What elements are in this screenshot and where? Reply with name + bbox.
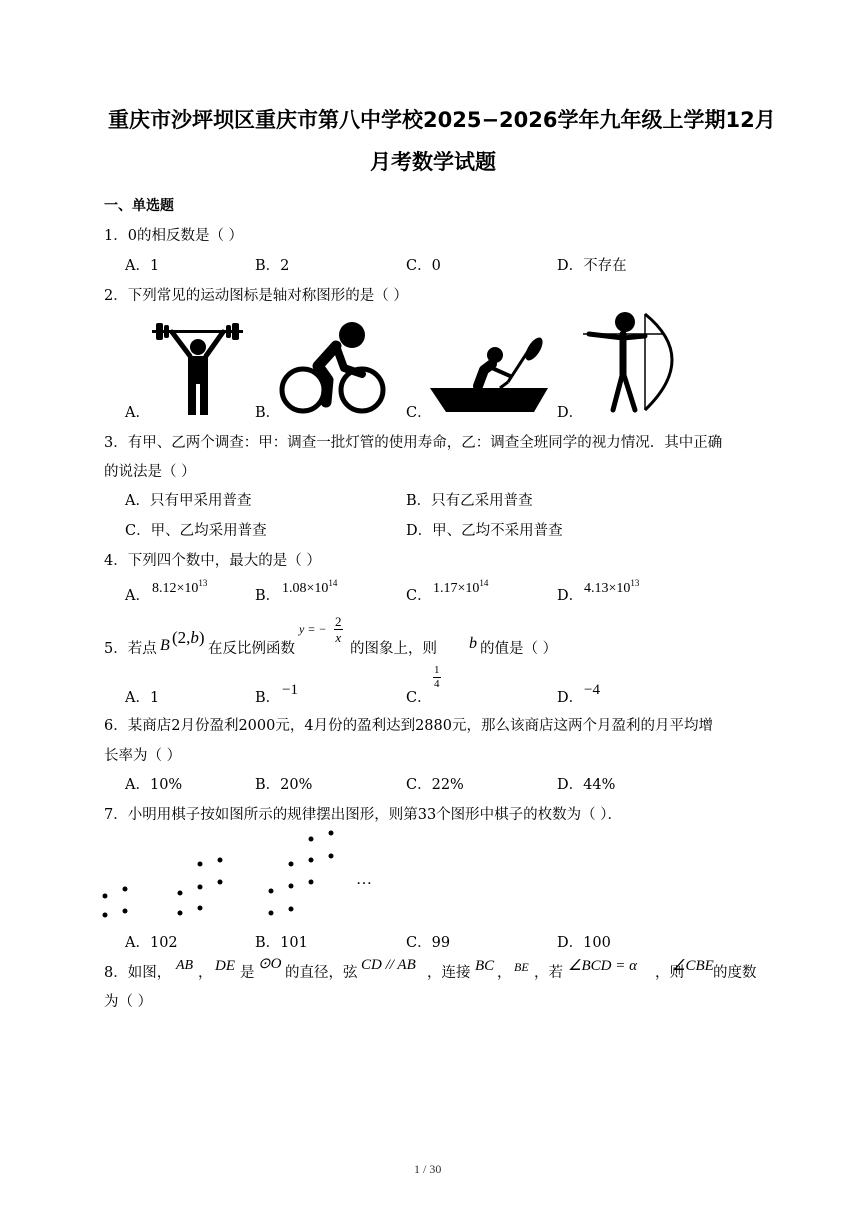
question-6-option-a: A．10% <box>125 777 183 793</box>
question-5-var-b: b <box>469 635 477 652</box>
question-1-option-b: B．2 <box>255 258 290 274</box>
question-8-de: DE <box>215 958 235 974</box>
question-8-text-3: 是 <box>240 965 255 981</box>
question-5-option-b-value: −1 <box>282 682 298 698</box>
question-5-text-3: 的图象上，则 <box>350 641 437 657</box>
pattern-ellipsis: … <box>356 871 372 888</box>
question-5-text-4: 的值是（ ） <box>480 641 558 657</box>
section-heading: 一、单选题 <box>104 198 174 214</box>
question-8-text-7: ，若 <box>534 965 563 981</box>
title-line-1: 重庆市沙坪坝区重庆市第八中学校2025−2026学年九年级上学期12月 <box>108 108 776 132</box>
question-8-ab: AB <box>176 958 194 973</box>
question-7-stem: 7．小明用棋子按如图所示的规律摆出图形，则第33个图形中棋子的枚数为（ ）． <box>104 807 623 823</box>
question-5-option-d-label: D． <box>557 690 584 706</box>
question-8-text-1: 8．如图， <box>104 965 172 981</box>
question-7-option-a: A．102 <box>125 935 178 951</box>
question-5-function-fraction: $\frac{2}{x}$ <box>335 614 342 645</box>
question-6-option-b: B．20% <box>255 777 313 793</box>
question-6-option-d: D．44% <box>557 777 616 793</box>
question-6-option-c: C．22% <box>406 777 464 793</box>
question-7-option-c: C．99 <box>406 935 451 951</box>
question-3-option-c: C．甲、乙均采用普查 <box>125 523 267 539</box>
question-8-text-5: ，连接 <box>427 965 471 981</box>
question-8-text-8: ，则 <box>655 965 684 981</box>
question-1-option-d: D．不存在 <box>557 258 627 274</box>
question-4-option-c-value: $1.17\times 10^{14}$ <box>433 578 489 596</box>
question-2-option-d: D． <box>557 405 584 421</box>
question-8-angle-cbe: ∠CBE <box>672 958 714 974</box>
cycling-icon <box>278 318 388 416</box>
page-number: 1 / 30 <box>414 1162 442 1176</box>
question-4-option-b-value: $1.08\times 10^{14}$ <box>282 578 338 596</box>
question-5-option-b-label: B． <box>255 690 281 706</box>
question-4-option-d-label: D． <box>557 588 584 604</box>
question-8-text-2: ， <box>198 965 213 981</box>
question-6-stem-line-2: 长率为（ ） <box>104 748 182 764</box>
question-5-option-d-value: −4 <box>584 682 600 698</box>
canoeing-icon <box>430 336 548 416</box>
question-8-cd-parallel-ab: CD // AB <box>361 957 416 973</box>
question-1-option-a: A．1 <box>125 258 160 274</box>
question-4-option-d-value: $4.13\times 10^{13}$ <box>584 578 640 596</box>
question-8-text-4: 的直径，弦 <box>285 965 358 981</box>
question-7-option-b: B．101 <box>255 935 308 951</box>
question-5-option-c-label: C． <box>406 690 432 706</box>
question-4-option-c-label: C． <box>406 588 432 604</box>
question-4-option-a-label: A． <box>125 588 150 604</box>
question-8-bc: BC <box>475 958 495 974</box>
question-3-option-a: A．只有甲采用普查 <box>125 493 252 509</box>
question-8-text-9: 的度数 <box>713 965 757 981</box>
question-8-text-line-2: 为（ ） <box>104 994 153 1010</box>
question-4-option-b-label: B． <box>255 588 281 604</box>
pattern-1 <box>103 887 128 918</box>
question-5-option-a: A．1 <box>125 690 160 706</box>
title-line-2: 月考数学试题 <box>370 150 496 174</box>
question-2-option-a: A． <box>125 405 150 421</box>
question-5-text-1: 5．若点 <box>104 641 157 657</box>
pattern-2 <box>178 858 223 916</box>
question-3-stem-line-2: 的说法是（ ） <box>104 464 196 480</box>
question-8-be: BE <box>514 960 529 974</box>
pattern-3 <box>269 831 334 916</box>
question-8-text-6: ， <box>497 965 512 981</box>
question-5-point: B <box>160 637 170 654</box>
question-1-option-c: C．0 <box>406 258 441 274</box>
question-4-option-a-value: $8.12\times 10^{13}$ <box>152 578 208 596</box>
question-8-circle: ⊙O <box>258 956 282 972</box>
question-8-angle-bcd: ∠BCD = α <box>568 958 637 974</box>
question-4-stem: 4．下列四个数中，最大的是（ ） <box>104 553 321 569</box>
question-3-option-d: D．甲、乙均不采用普查 <box>406 523 563 539</box>
question-2-option-c: C． <box>406 405 432 421</box>
question-3-option-b: B．只有乙采用普查 <box>406 493 533 509</box>
question-5-function-lhs: y = − <box>299 622 327 636</box>
question-7-option-d: D．100 <box>557 935 611 951</box>
question-2-option-b: B． <box>255 405 281 421</box>
question-5-text-2: 在反比例函数 <box>208 641 295 657</box>
question-1-stem: 1．0的相反数是（ ） <box>104 228 244 244</box>
chess-pattern-figure <box>100 825 340 925</box>
question-6-stem-line-1: 6．某商店2月份盈利2000元，4月份的盈利达到2880元，那么该商店这两个月盈利的月平均增 <box>104 718 713 734</box>
weightlifting-icon <box>150 320 245 416</box>
question-5-option-c-fraction: $\frac{1}{4}$ <box>434 664 440 690</box>
question-3-stem-line-1: 3．有甲、乙两个调查：甲：调查一批灯管的使用寿命，乙：调查全班同学的视力情况．其中正确 <box>104 435 723 451</box>
question-5-coords: (2,b) <box>172 628 205 647</box>
archery-icon <box>583 310 683 416</box>
question-2-stem: 2．下列常见的运动图标是轴对称图形的是（ ） <box>104 288 408 304</box>
